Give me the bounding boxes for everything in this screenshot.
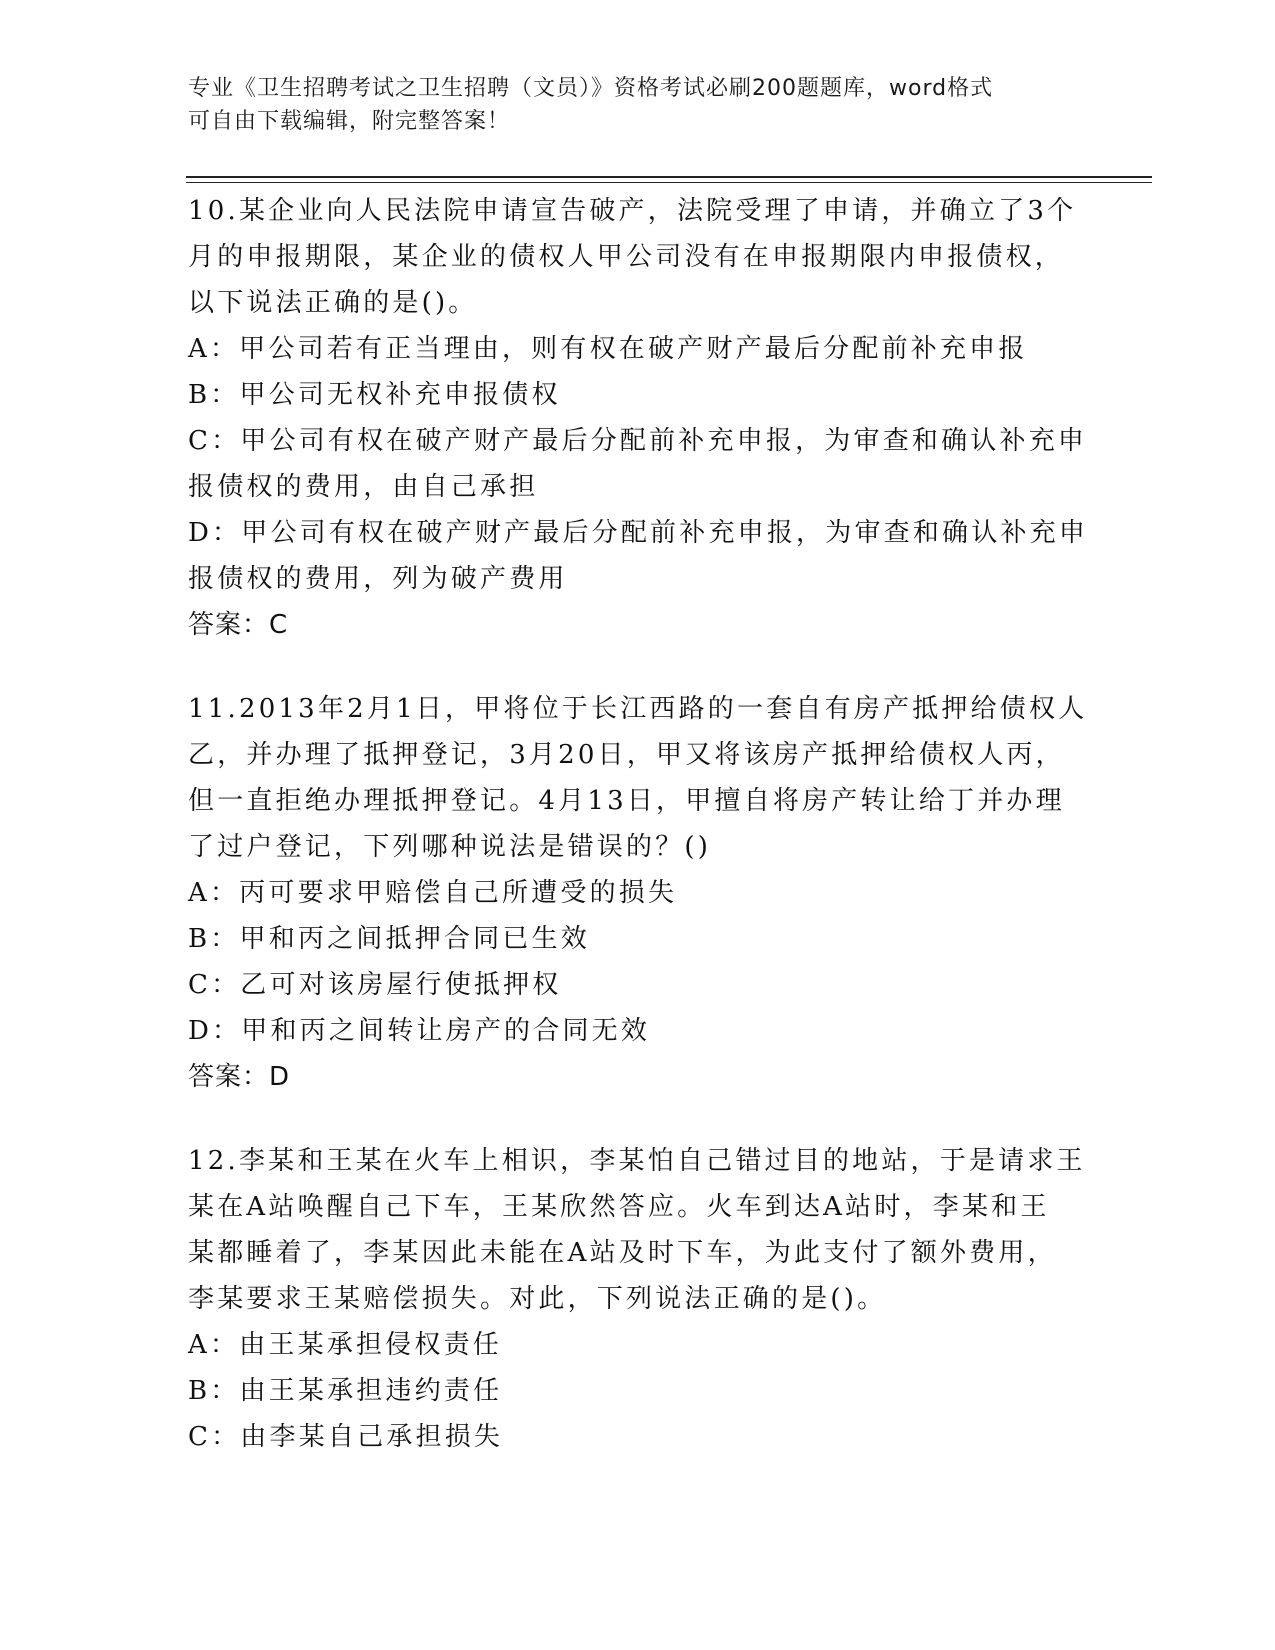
answer-label: 答案：D xyxy=(188,1062,291,1092)
question-text-line: 某在A站唤醒自己下车，王某欣然答应。火车到达A站时，李某和王 xyxy=(188,1192,1050,1222)
option-d-continued: 报债权的费用，列为破产费用 xyxy=(188,564,568,594)
question-text-line: 12.李某和王某在火车上相识，李某怕自己错过目的地站，于是请求王 xyxy=(188,1146,1086,1176)
option-a: A：由王某承担侵权责任 xyxy=(188,1330,502,1360)
question-text-line: 乙，并办理了抵押登记，3月20日，甲又将该房产抵押给债权人丙， xyxy=(188,740,1065,770)
option-b: B：由王某承担违约责任 xyxy=(188,1376,503,1406)
question-11 xyxy=(188,686,1088,1100)
header-divider-thick xyxy=(186,176,1152,178)
option-a: A：丙可要求甲赔偿自己所遭受的损失 xyxy=(188,878,678,908)
option-d: D：甲公司有权在破产财产最后分配前补充申报，为审查和确认补充申 xyxy=(188,518,1089,548)
header-divider-thin xyxy=(186,182,1152,183)
question-12 xyxy=(188,1138,1088,1460)
option-c: C：由李某自己承担损失 xyxy=(188,1422,504,1452)
question-text-line: 但一直拒绝办理抵押登记。4月13日，甲擅自将房产转让给丁并办理 xyxy=(188,786,1065,816)
question-10 xyxy=(188,188,1088,648)
answer-label: 答案：C xyxy=(188,610,289,640)
question-text-line: 月的申报期限，某企业的债权人甲公司没有在申报期限内申报债权， xyxy=(188,242,1065,272)
question-list xyxy=(188,188,1088,1498)
option-c: C：乙可对该房屋行使抵押权 xyxy=(188,970,562,1000)
question-text-line: 某都睡着了，李某因此未能在A站及时下车，为此支付了额外费用， xyxy=(188,1238,1057,1268)
question-text-line: 了过户登记，下列哪种说法是错误的？() xyxy=(188,832,712,862)
question-text-line: 以下说法正确的是()。 xyxy=(188,288,478,318)
question-text-line: 10.某企业向人民法院申请宣告破产，法院受理了申请，并确立了3个 xyxy=(188,196,1077,226)
question-text-line: 11.2013年2月1日，甲将位于长江西路的一套自有房产抵押给债权人 xyxy=(188,694,1088,724)
question-text-line: 李某要求王某赔偿损失。对此，下列说法正确的是()。 xyxy=(188,1284,887,1314)
header-line: 专业《卫生招聘考试之卫生招聘（文员）》资格考试必刷200题题库，word格式 xyxy=(188,76,994,101)
option-c-continued: 报债权的费用，由自己承担 xyxy=(188,472,539,502)
header-line: 可自由下载编辑，附完整答案！ xyxy=(188,109,511,134)
option-c: C：甲公司有权在破产财产最后分配前补充申报，为审查和确认补充申 xyxy=(188,426,1088,456)
option-b: B：甲公司无权补充申报债权 xyxy=(188,380,561,410)
option-b: B：甲和丙之间抵押合同已生效 xyxy=(188,924,590,954)
option-a: A：甲公司若有正当理由，则有权在破产财产最后分配前补充申报 xyxy=(188,334,1028,364)
option-d: D：甲和丙之间转让房产的合同无效 xyxy=(188,1016,651,1046)
document-header xyxy=(188,72,1088,138)
